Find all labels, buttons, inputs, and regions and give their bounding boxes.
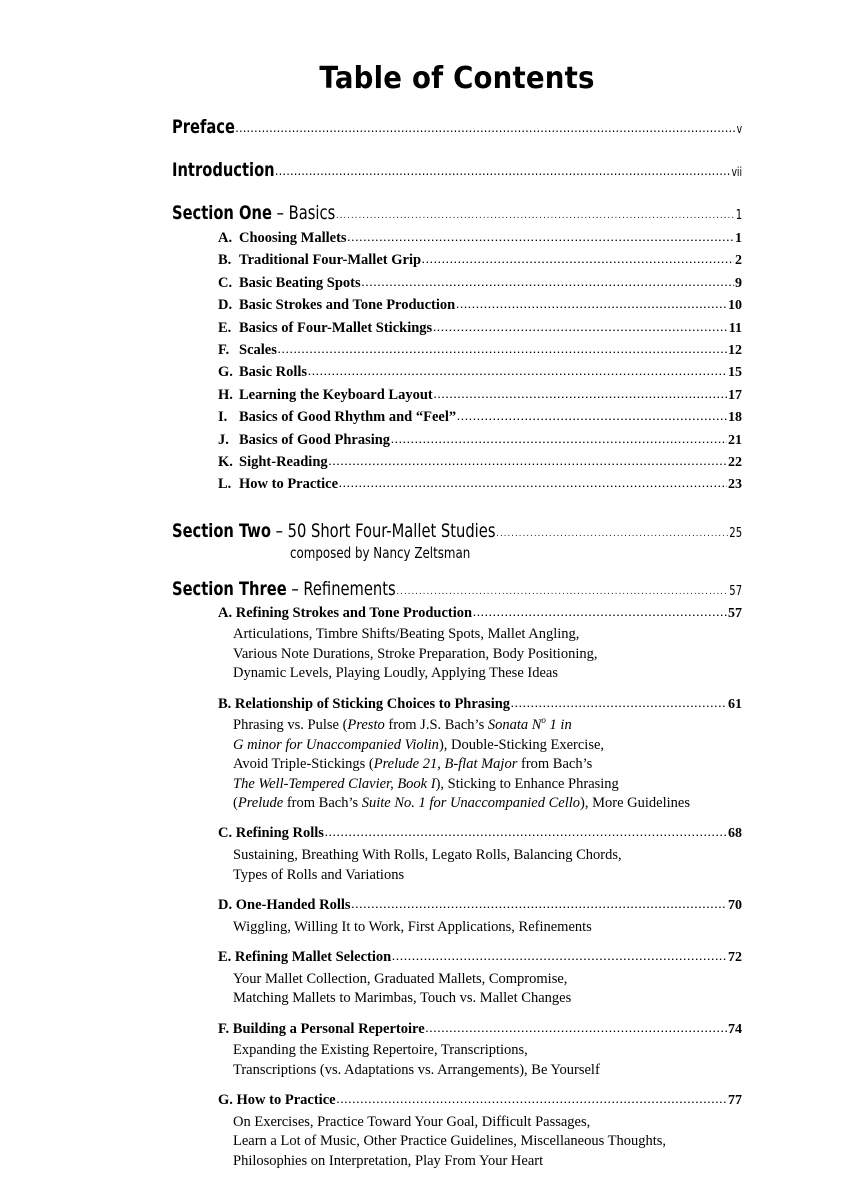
item-letter: L. (218, 476, 232, 493)
section-two-credit: composed by Nancy Zeltsman (290, 543, 471, 562)
dot-leader (276, 167, 731, 178)
section-three-heading-label: Section Three – Refinements (172, 577, 396, 600)
item-letter: I. (218, 409, 228, 426)
spacer (172, 562, 742, 578)
item-title: Learning the Keyboard Layout (239, 386, 433, 403)
section-one-item[interactable] (218, 433, 742, 448)
section-three-group-heading[interactable] (218, 606, 742, 622)
page-number: 1 (735, 208, 743, 223)
section-three-group (218, 826, 742, 885)
page-number: 70 (728, 897, 742, 913)
page-number: 25 (729, 525, 743, 541)
group-description-line: Types of Rolls and Variations (233, 866, 405, 883)
item-letter: G. (218, 364, 233, 381)
page-number: 72 (728, 950, 742, 966)
item-title: Traditional Four-Mallet Grip (239, 252, 422, 269)
section-two-heading-label: Section Two – 50 Short Four-Mallet Studies (172, 519, 496, 542)
section-one-item-label (218, 343, 277, 358)
group-description-line: On Exercises, Practice Toward Your Goal, Difficult Passages, (233, 1113, 591, 1130)
section-one-item-label (218, 410, 456, 425)
section-three-group (218, 898, 742, 937)
page-number: 12 (728, 342, 742, 358)
page-number: 18 (728, 410, 742, 426)
group-title: F. Building a Personal Repertoire (218, 1020, 425, 1037)
section-three-group (218, 697, 742, 814)
group-description-line: Learn a Lot of Music, Other Practice Guidelines, Miscellaneous Thoughts, (233, 1133, 667, 1150)
section-one-item-label (218, 276, 361, 291)
dot-leader (391, 436, 727, 446)
dot-leader (336, 210, 735, 221)
dot-leader (397, 586, 729, 597)
page-number: 57 (729, 583, 743, 599)
page-number: 9 (735, 275, 742, 291)
group-title: G. How to Practice (218, 1092, 336, 1109)
item-letter: H. (218, 386, 233, 403)
section-three-group-heading[interactable] (218, 898, 742, 914)
section-one-item-label (218, 433, 390, 448)
section-three-group-heading[interactable] (218, 826, 742, 842)
section-three-group-list (218, 606, 742, 1171)
item-letter: D. (218, 297, 233, 314)
item-letter: B. (218, 252, 232, 269)
section-one-item-label (218, 321, 432, 336)
section-one (172, 202, 742, 492)
group-description-line: Articulations, Timbre Shifts/Beating Spots, Mallet Angling, (233, 626, 580, 643)
front-matter-label: Preface (172, 116, 235, 138)
group-description (233, 1041, 742, 1080)
group-description (233, 846, 742, 885)
section-one-item-label (218, 231, 347, 246)
page-number: v (736, 122, 743, 136)
group-description (233, 625, 742, 683)
dot-leader (457, 413, 727, 423)
section-one-item-label (218, 477, 338, 492)
item-title: Basics of Good Rhythm and “Feel” (239, 409, 457, 426)
section-one-item[interactable] (218, 343, 742, 358)
item-title: Basics of Four-Mallet Stickings (239, 319, 433, 336)
toc-content (172, 62, 742, 1184)
group-title: B. Relationship of Sticking Choices to Phrasing (218, 695, 511, 712)
group-description (233, 918, 742, 937)
group-description-line: G minor for Unaccompanied Violin), Double-Sticking Exercise, (233, 736, 605, 753)
page-number: 17 (728, 387, 742, 403)
item-letter: F. (218, 341, 230, 358)
section-one-item[interactable] (218, 477, 742, 492)
item-letter: E. (218, 319, 232, 336)
page-number: 77 (728, 1093, 742, 1109)
page-number: 61 (728, 696, 742, 712)
item-letter: K. (218, 453, 233, 470)
section-one-item[interactable] (218, 388, 742, 403)
dot-leader (278, 346, 727, 356)
dot-leader (236, 124, 736, 135)
page-number: 1 (735, 231, 742, 246)
dot-leader (325, 829, 727, 839)
section-one-item-label (218, 298, 455, 313)
group-description-line: Dynamic Levels, Playing Loudly, Applying These Ideas (233, 665, 558, 682)
item-letter: C. (218, 274, 233, 291)
dot-leader (511, 700, 727, 710)
section-three-group-heading[interactable] (218, 697, 742, 713)
section-one-item[interactable] (218, 321, 742, 336)
section-one-heading[interactable] (172, 202, 742, 224)
group-title: E. Refining Mallet Selection (218, 949, 392, 966)
section-one-item-label (218, 365, 307, 380)
section-three-group-heading[interactable] (218, 1093, 742, 1109)
dot-leader (352, 901, 727, 911)
group-description-line: Transcriptions (vs. Adaptations vs. Arrangements), Be Yourself (233, 1061, 600, 1078)
group-description-line: (Prelude from Bach’s Suite No. 1 for Unaccompanied Cello), More Guidelines (233, 795, 690, 812)
front-matter-list (172, 116, 742, 181)
group-description (233, 1113, 742, 1171)
dot-leader (426, 1025, 727, 1035)
page-number: 23 (728, 477, 742, 493)
section-one-item[interactable] (218, 253, 742, 268)
item-title: Basic Strokes and Tone Production (239, 297, 456, 314)
dot-leader (422, 256, 734, 266)
section-one-item[interactable] (218, 365, 742, 380)
section-one-item[interactable] (218, 298, 742, 313)
dot-leader (473, 609, 727, 619)
front-matter-label: Introduction (172, 159, 275, 181)
dot-leader (337, 1096, 727, 1106)
dot-leader (392, 953, 727, 963)
page-number: 15 (728, 365, 742, 381)
group-description-line: Phrasing vs. Pulse (Presto from J.S. Bach’s Sonata $N^o$ 1 in (233, 715, 572, 734)
page-number: 11 (728, 320, 742, 336)
section-one-item-list (218, 231, 742, 492)
item-title: How to Practice (239, 476, 339, 493)
dot-leader (329, 458, 727, 468)
section-one-item[interactable] (218, 231, 742, 246)
front-matter-preface[interactable] (172, 116, 742, 138)
spacer (172, 500, 742, 520)
section-one-item-label (218, 455, 328, 470)
group-description-line: Various Note Durations, Stroke Preparation, Body Positioning, (233, 645, 598, 662)
page-number: 22 (728, 454, 742, 470)
section-three-group (218, 606, 742, 684)
section-one-item[interactable] (218, 276, 742, 291)
item-title: Basic Rolls (239, 364, 308, 381)
section-two-heading[interactable] (172, 520, 742, 542)
item-title: Choosing Mallets (239, 230, 347, 246)
group-description (233, 716, 742, 813)
page-number: 21 (728, 432, 742, 448)
group-description-line: Matching Mallets to Marimbas, Touch vs. Mallet Changes (233, 990, 572, 1007)
item-title: Scales (239, 341, 277, 358)
section-three-group (218, 1022, 742, 1081)
section-one-item-label (218, 253, 421, 268)
group-description-line: Wiggling, Willing It to Work, First Applications, Refinements (233, 918, 592, 935)
item-title: Basics of Good Phrasing (239, 431, 391, 448)
dot-leader (339, 480, 727, 490)
dot-leader (496, 528, 728, 539)
group-title: C. Refining Rolls (218, 825, 324, 842)
group-title: A. Refining Strokes and Tone Production (218, 604, 473, 621)
dot-leader (348, 234, 734, 244)
section-three-group-heading[interactable] (218, 1022, 742, 1038)
page-number: 74 (728, 1021, 742, 1037)
section-three-group (218, 950, 742, 1009)
item-title: Basic Beating Spots (239, 274, 361, 291)
section-one-item-label (218, 388, 433, 403)
item-letter: J. (218, 431, 229, 448)
section-one-item[interactable] (218, 455, 742, 470)
section-one-item[interactable] (218, 410, 742, 425)
group-description-line: Sustaining, Breathing With Rolls, Legato Rolls, Balancing Chords, (233, 847, 622, 864)
section-two (172, 520, 742, 562)
group-description (233, 970, 742, 1009)
dot-leader (434, 391, 727, 401)
group-description-line: The Well-Tempered Clavier, Book I), Sticking to Enhance Phrasing (233, 775, 619, 792)
group-description-line: Expanding the Existing Repertoire, Transcriptions, (233, 1042, 528, 1059)
page-number: 10 (728, 298, 742, 314)
section-one-heading-label: Section One – Basics (172, 202, 336, 224)
group-description-line: Avoid Triple-Stickings (Prelude 21, B-flat Major from Bach’s (233, 756, 593, 773)
page-number: 2 (735, 253, 742, 269)
section-three (172, 578, 742, 1171)
section-three-group-heading[interactable] (218, 950, 742, 966)
dot-leader (308, 368, 727, 378)
page-title: Table of Contents (319, 61, 595, 96)
page-number: 57 (728, 605, 742, 621)
dot-leader (456, 301, 727, 311)
dot-leader (362, 279, 734, 289)
section-three-group (218, 1093, 742, 1171)
item-title: Sight-Reading (239, 453, 328, 470)
page-number: 68 (728, 826, 742, 842)
item-letter: A. (218, 230, 233, 246)
front-matter-introduction[interactable] (172, 159, 742, 181)
section-three-heading[interactable] (172, 578, 742, 600)
group-description-line: Philosophies on Interpretation, Play From Your Heart (233, 1152, 544, 1169)
group-description-line: Your Mallet Collection, Graduated Mallets, Compromise, (233, 970, 568, 987)
page-number: vii (731, 165, 743, 179)
dot-leader (433, 324, 728, 334)
group-title: D. One-Handed Rolls (218, 896, 351, 913)
